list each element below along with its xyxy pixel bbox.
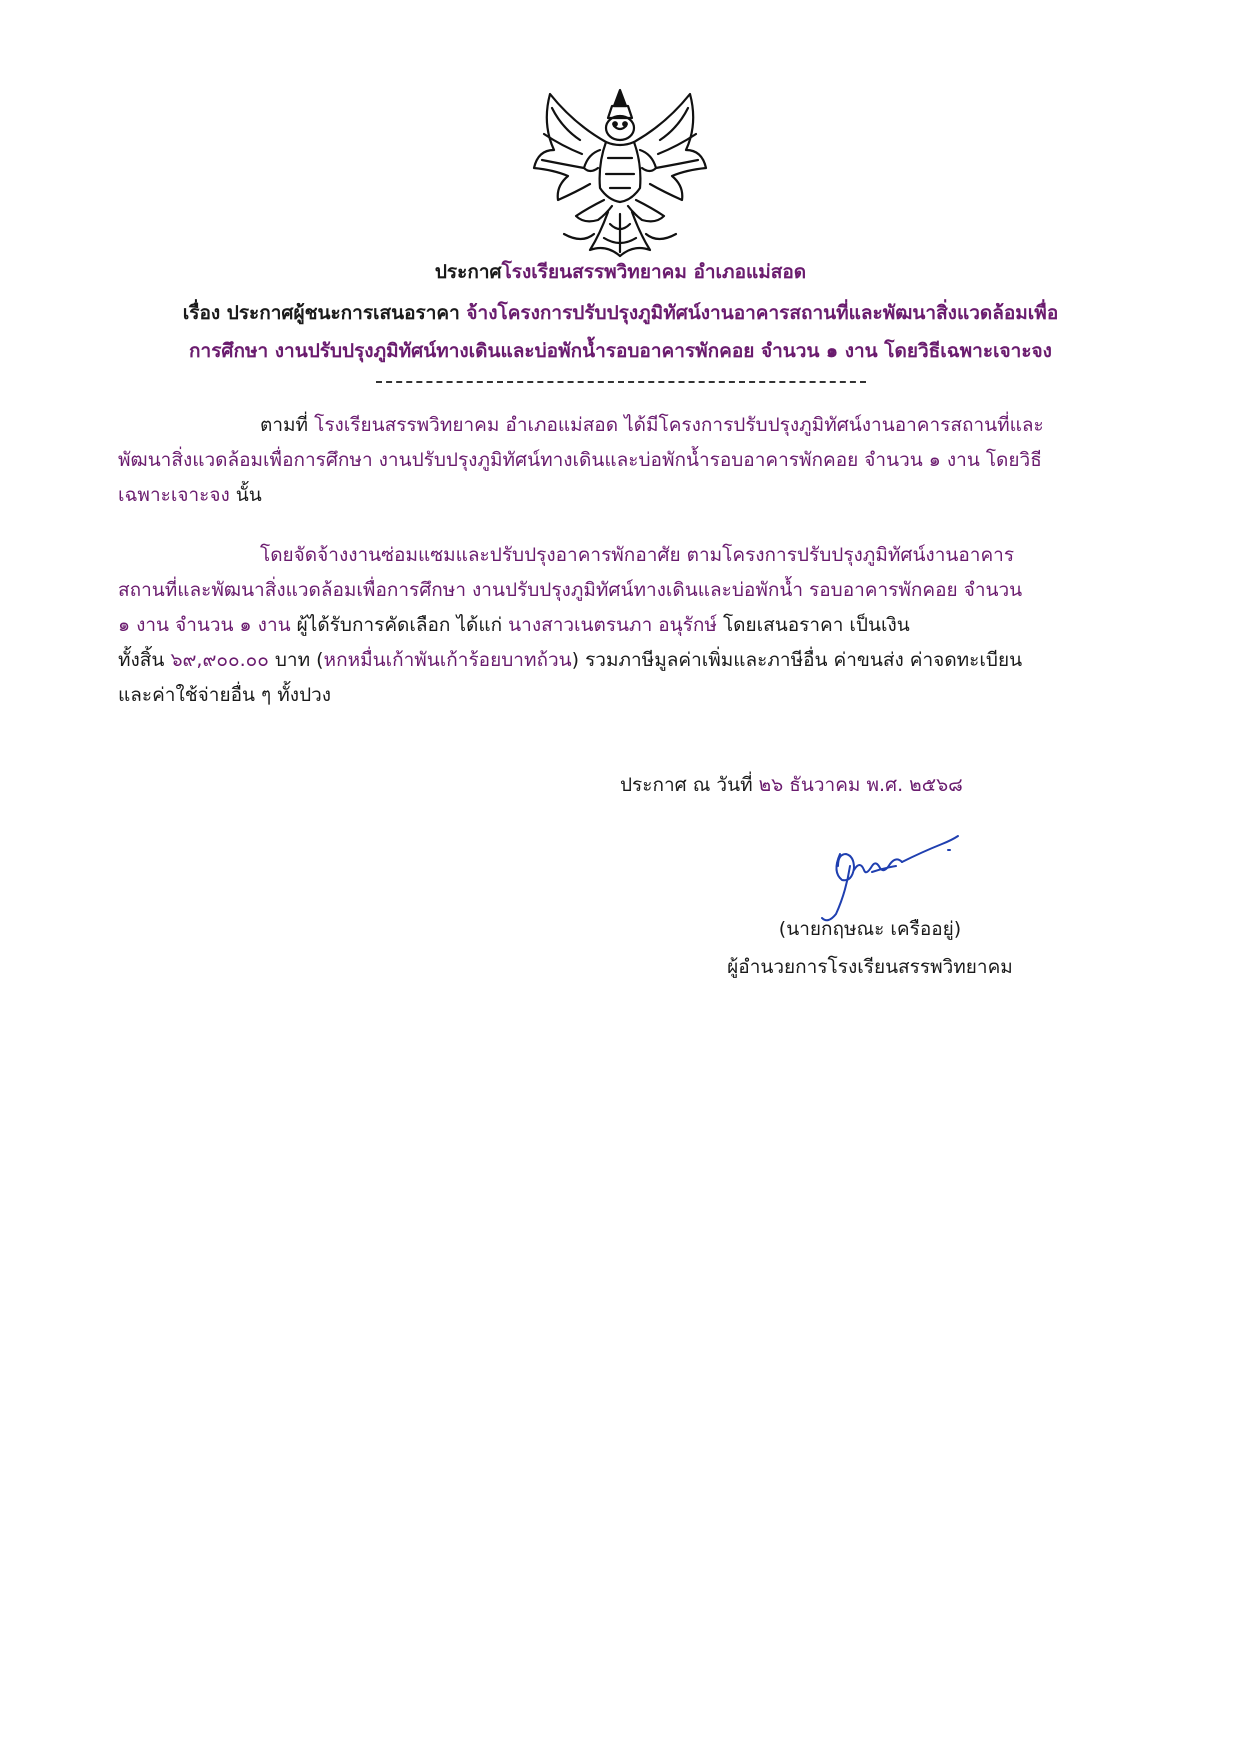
total-amount: ๖๙,๙๐๐.๐๐ <box>170 649 269 671</box>
paragraph-project-line-1 <box>118 408 1123 443</box>
paragraph-project-tail: นั้น <box>229 484 262 506</box>
tax-note: ) รวมภาษีมูลค่าเพิ่มและภาษีอื่น ค่าขนส่ง ค่าจดทะเบียน <box>571 649 1023 671</box>
paragraph-award-line-2: สถานที่และพัฒนาสิ่งแวดล้อมเพื่อการศึกษา งานปรับปรุงภูมิทัศน์ทางเดินและบ่อพักน้ำ รอบอาคารพักคอย จำนวน <box>118 579 1023 601</box>
date-value: ๒๖ ธันวาคม พ.ศ. ๒๕๖๘ <box>758 774 963 796</box>
date-prefix: ประกาศ ณ วันที่ <box>620 774 759 796</box>
subject-text-2: การศึกษา งานปรับปรุงภูมิทัศน์ทางเดินและบ่อพักน้ำรอบอาคารพักคอย จำนวน ๑ งาน โดยวิธีเฉพาะเจาะจง <box>189 340 1052 362</box>
paragraph-project-text-1: โรงเรียนสรรพวิทยาคม อำเภอแม่สอด ได้มีโครงการปรับปรุงภูมิทัศน์งานอาคารสถานที่และ <box>314 414 1044 436</box>
signature-icon <box>812 832 960 926</box>
paragraph-project-line-3 <box>118 478 1123 513</box>
garuda-emblem-icon <box>528 84 712 262</box>
selected-label: ผู้ได้รับการคัดเลือก ได้แก่ <box>290 614 509 636</box>
paragraph-project-text-3: เฉพาะเจาะจง <box>118 484 230 506</box>
currency-label: บาท ( <box>268 649 324 671</box>
paragraph-project-lead: ตามที่ <box>260 414 315 436</box>
announcement-date <box>620 770 963 800</box>
title-prefix: ประกาศ <box>434 261 502 283</box>
title-organization: โรงเรียนสรรพวิทยาคม อำเภอแม่สอด <box>501 261 807 283</box>
work-quantity: ๑ งาน จำนวน ๑ งาน <box>118 614 291 636</box>
paragraph-project <box>118 408 1123 513</box>
offer-label: โดยเสนอราคา เป็นเงิน <box>716 614 910 636</box>
signatory-name: (นายกฤษณะ เครืออยู่) <box>778 918 962 940</box>
document-title <box>0 257 1241 287</box>
subject-text-1: จ้างโครงการปรับปรุงภูมิทัศน์งานอาคารสถานที่และพัฒนาสิ่งแวดล้อมเพื่อ <box>466 302 1059 324</box>
title-divider <box>376 381 866 383</box>
amount-in-words: หกหมื่นเก้าพันเก้าร้อยบาทถ้วน <box>323 649 572 671</box>
paragraph-award-line-3 <box>118 608 1123 643</box>
subject-line-1 <box>0 298 1241 328</box>
paragraph-award-line-1: โดยจัดจ้างงานซ่อมแซมและปรับปรุงอาคารพักอาศัย ตามโครงการปรับปรุงภูมิทัศน์งานอาคาร <box>260 544 1015 566</box>
signatory-position: ผู้อำนวยการโรงเรียนสรรพวิทยาคม <box>727 956 1013 978</box>
total-label: ทั้งสิ้น <box>118 649 171 671</box>
subject-prefix: เรื่อง ประกาศผู้ชนะการเสนอราคา <box>182 302 467 324</box>
paragraph-project-line-2: พัฒนาสิ่งแวดล้อมเพื่อการศึกษา งานปรับปรุงภูมิทัศน์ทางเดินและบ่อพักน้ำรอบอาคารพักคอย จำนวน ๑ งาน โดยวิธี <box>118 449 1042 471</box>
winner-name: นางสาวเนตรนภา อนุรักษ์ <box>508 614 717 636</box>
subject-line-2 <box>0 336 1241 366</box>
paragraph-award-line-5: และค่าใช้จ่ายอื่น ๆ ทั้งปวง <box>118 684 332 706</box>
paragraph-award-line-4 <box>118 643 1123 678</box>
paragraph-award <box>118 538 1123 713</box>
